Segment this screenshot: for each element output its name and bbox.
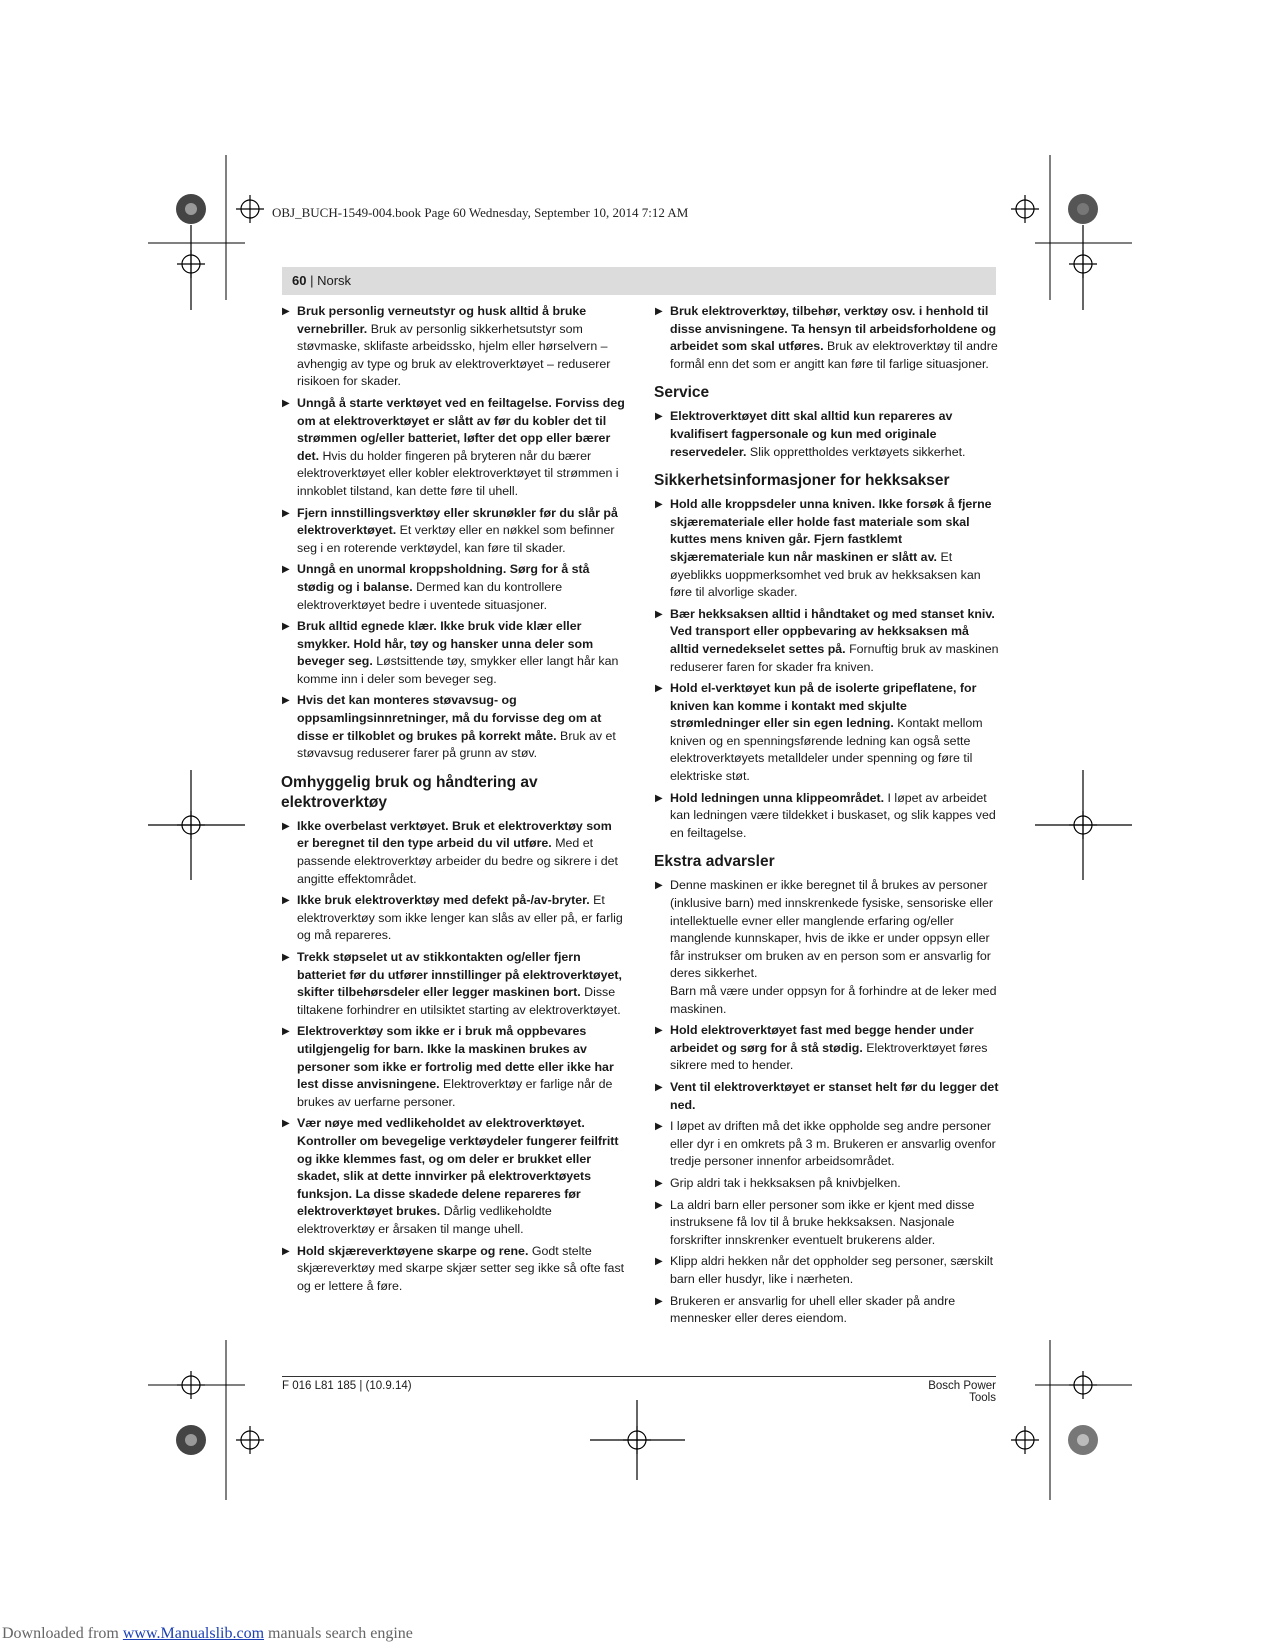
bullet-item xyxy=(281,692,626,762)
bullet-bold-text: Bær hekksaksen alltid i håndtaket og med stanset kniv. Ved transport eller oppbevaring av hekksaksen må alltid vernedekselet settes på. xyxy=(670,606,995,656)
bullet-text: Et verktøy eller en nøkkel som befinner seg i en roterende verktøydel, kan føre til skader. xyxy=(297,523,615,555)
bullet-item xyxy=(281,618,626,688)
bullet-text: Bruk av elektroverktøy til andre formål enn det som er angitt kan føre til farlige situasjoner. xyxy=(670,339,998,371)
bullet-item xyxy=(281,395,626,501)
bullet-bold-text: Bruk elektroverktøy, tilbehør, verktøy osv. i henhold til disse anvisningene. Ta hensyn til arbeidsforholdene og arbeidet som skal utføres. xyxy=(670,304,997,354)
bullet-text: Elektroverktøy er farlige når de brukes av uerfarne personer. xyxy=(297,1077,613,1109)
bullet-item xyxy=(654,303,999,373)
bullet-bold-text: Hvis det kan monteres støvavsug- og oppsamlingsinnretninger, må du forvisse deg om at disse er tilkoblet og brukes på korrekt måte. xyxy=(297,693,602,743)
section-heading-extra: Ekstra advarsler xyxy=(654,853,775,871)
right-column xyxy=(654,303,999,1332)
bullet-bold-text: Elektroverktøyet ditt skal alltid kun repareres av kvalifisert fagpersonale og kun med originale reservedeler. xyxy=(670,409,953,459)
bullet-bold-text: Unngå en unormal kroppsholdning. Sørg for å stå stødig og i balanse. xyxy=(297,562,590,594)
bullet-text: Fornuftig bruk av maskinen reduserer faren for skader fra kniven. xyxy=(670,641,999,674)
bullet-item xyxy=(281,892,626,945)
bullet-text: Godt stelte skjæreverktøy med skarpe skjær setter seg ikke så ofte fast og er lettere å føre. xyxy=(297,1243,625,1293)
bullet-bold-text: Unngå å starte verktøyet ved en feiltagelse. Forviss deg om at elektroverktøyet er slått av før du kobler det til strømmen og/eller batteriet, løfter det opp eller bærer det. xyxy=(297,395,625,463)
bullet-bold-text: Ikke overbelast verktøyet. Bruk et elektroverktøy som er beregnet til den type arbeid du vil utføre. xyxy=(297,818,612,851)
bullet-bold-text: Elektroverktøy som ikke er i bruk må oppbevares utilgjengelig for barn. Ikke la maskinen brukes av personer som ikke er fortrolig med dette eller ikke har lest disse anvisningene. xyxy=(297,1024,614,1092)
section-heading-handling: Omhyggelig bruk og håndtering av elektroverktøy xyxy=(281,773,538,811)
bullet-item xyxy=(281,1023,626,1111)
manualslib-link[interactable]: www.Manualslib.com xyxy=(122,1625,265,1642)
header-separator: | xyxy=(306,273,318,288)
bullet-text: Et elektroverktøy som ikke lenger kan slås av eller på, er farlig og må repareres. xyxy=(297,893,623,943)
bullet-text: Med et passende elektroverktøy arbeider du bedre og sikrere i det angitte effektområdet. xyxy=(297,836,618,886)
bullet-bold-text: Vent til elektroverktøyet er stanset helt før du legger det ned. xyxy=(670,1079,999,1112)
bullet-bold-text: Hold elektroverktøyet fast med begge hender under arbeidet og sørg for å stå stødig. xyxy=(670,1023,974,1055)
bullet-text: I løpet av arbeidet kan ledningen være tildekket i buskaset, og slik kappes ved en feiltagelse. xyxy=(670,790,996,840)
bullet-text: Denne maskinen er ikke beregnet til å brukes av personer (inklusive barn) med innskrenkede fysiske, sensoriske eller intellektuelle evner eller manglende erfaring og/eller manglende kunnskaper, hvis de ikke er under oppsyn eller får instrukser om bruken av en person som er ansvarlig for deres sikkerhet. xyxy=(670,878,993,981)
bullet-text: Grip aldri tak i hekksaksen på knivbjelken. xyxy=(670,1175,901,1190)
bullet-text: I løpet av driften må det ikke oppholde seg andre personer eller dyr i en omkrets på 3 m. Brukeren er ansvarlig ovenfor tredje personer innenfor arbeidsområdet. xyxy=(670,1119,996,1169)
bullet-bold-text: Hold alle kroppsdeler unna kniven. Ikke forsøk å fjerne skjæremateriale eller holde fast materiale som skal kuttes mens kniven går. Fjern fastklemt skjæremateriale kun når maskinen er slått av. xyxy=(670,497,992,564)
bullet-item xyxy=(654,790,999,843)
bullet-item xyxy=(654,1022,999,1075)
bullet-bold-text: Hold ledningen unna klippeområdet. xyxy=(670,790,885,805)
section-heading-hedge: Sikkerhetsinformasjoner for hekksakser xyxy=(654,472,950,490)
bullet-text: Klipp aldri hekken når det oppholder seg personer, særskilt barn eller husdyr, like i nærheten. xyxy=(670,1254,994,1286)
bullet-text: Bruk av et støvavsug reduserer farer på grunn av støv. xyxy=(297,728,616,761)
bullet-text: Dermed kan du kontrollere elektroverktøyet bedre i uventede situasjoner. xyxy=(297,579,563,612)
footer-doc-number: F 016 L81 185 | (10.9.14) xyxy=(282,1380,412,1392)
bullet-item xyxy=(654,1175,999,1193)
bullet-bold-text: Bruk personlig verneutstyr og husk alltid å bruke vernebriller. xyxy=(297,304,587,336)
bullet-text: Disse tiltakene forhindrer en utilsiktet starting av elektroverktøyet. xyxy=(297,985,621,1017)
bullet-text: Dårlig vedlikeholdte elektroverktøy er årsaken til mange uhell. xyxy=(297,1204,552,1236)
bullet-bold-text: Ikke bruk elektroverktøy med defekt på-/av-bryter. xyxy=(297,893,590,908)
bullet-text: Brukeren er ansvarlig for uhell eller skader på andre mennesker eller deres eiendom. xyxy=(670,1293,956,1326)
bullet-item xyxy=(281,949,626,1019)
bullet-item xyxy=(654,1197,999,1250)
bullet-text: Kontakt mellom kniven og en spenningsførende ledning kan også sette elektroverktøyets metalldeler under spenning og føre til elektriske støt. xyxy=(670,716,983,784)
bullet-text: Elektroverktøyet føres sikrere med to hender. xyxy=(670,1040,988,1073)
bullet-bold-text: Trekk støpselet ut av stikkontakten og/eller fjern batteriet før du utfører innstillinger på elektroverktøyet, skifter tilbehørsdeler eller legger maskinen bort. xyxy=(297,950,622,1000)
header-language: Norsk xyxy=(317,273,352,288)
download-note xyxy=(2,1625,413,1643)
bullet-text: Bruk av personlig sikkerhetsutstyr som støvmaske, sklifaste arbeidssko, hjelm eller hørselvern – avhengig av type og bruk av elektroverktøyet – reduserer risikoen for skader. xyxy=(297,321,611,389)
footer-rule xyxy=(282,1376,996,1377)
bullet-item xyxy=(654,1293,999,1328)
bullet-text: Hvis du holder fingeren på bryteren når du bærer elektroverktøyet eller kobler elektroverktøyet til strømmen i innkoblet tilstand, kan dette føre til uhell. xyxy=(297,448,619,498)
bullet-item xyxy=(654,408,999,461)
bullet-item xyxy=(654,496,999,602)
bullet-bold-text: Bruk alltid egnede klær. Ikke bruk vide klær eller smykker. Hold hår, tøy og hansker unna deler som beveger seg. xyxy=(297,619,594,669)
bullet-item xyxy=(281,561,626,614)
bullet-item xyxy=(281,1115,626,1238)
bullet-item xyxy=(654,877,999,1018)
page-header xyxy=(282,267,996,295)
section-heading-service: Service xyxy=(654,384,710,402)
footer-brand: Bosch Power Tools xyxy=(928,1380,996,1404)
bullet-item xyxy=(281,505,626,558)
bullet-item xyxy=(654,680,999,786)
bullet-text: Slik opprettholdes verktøyets sikkerhet. xyxy=(746,444,966,459)
bullet-item xyxy=(281,818,626,888)
bullet-item xyxy=(281,303,626,391)
bullet-text: La aldri barn eller personer som ikke er kjent med disse instruksene få lov til å bruke hekksaksen. Nasjonale forskrifter innskrenker eventuelt brukerens alder. xyxy=(670,1197,975,1247)
bullet-bold-text: Hold el-verktøyet kun på de isolerte gripeflatene, for kniven kan komme i kontakt med skjulte strømledninger eller sin egen ledning. xyxy=(670,681,977,731)
bullet-item xyxy=(654,1118,999,1171)
bullet-bold-text: Vær nøye med vedlikeholdet av elektroverktøyet. Kontroller om bevegelige verktøydeler fungerer feilfritt og ikke klemmes fast, og om deler er brukket eller skadet, slik at dette innvirker på elektroverktøyets funksjon. La disse skadede delene repareres før elektroverktøyet brukes. xyxy=(297,1116,619,1219)
bullet-bold-text: Fjern innstillingsverktøy eller skrunøkler før du slår på elektroverktøyet. xyxy=(297,505,618,538)
bullet-text: Løstsittende tøy, smykker eller langt hår kan komme inn i deler som beveger seg. xyxy=(297,654,619,686)
bullet-text: Et øyeblikks uoppmerksomhet ved bruk av hekksaksen kan føre til alvorlige skader. xyxy=(670,549,981,600)
bullet-item xyxy=(654,1253,999,1288)
left-column xyxy=(281,303,626,1299)
page-number: 60 xyxy=(292,273,307,288)
bullet-bold-text: Hold skjæreverktøyene skarpe og rene. xyxy=(297,1243,529,1258)
bullet-item xyxy=(654,1079,999,1114)
bullet-item xyxy=(654,606,999,676)
bullet-item xyxy=(281,1243,626,1296)
download-prefix: Downloaded from xyxy=(2,1625,123,1642)
print-info: OBJ_BUCH-1549-004.book Page 60 Wednesday, September 10, 2014 7:12 AM xyxy=(272,205,689,220)
download-suffix: manuals search engine xyxy=(264,1625,413,1642)
bullet-note: Barn må være under oppsyn for å forhindre at de leker med maskinen. xyxy=(670,984,997,1016)
